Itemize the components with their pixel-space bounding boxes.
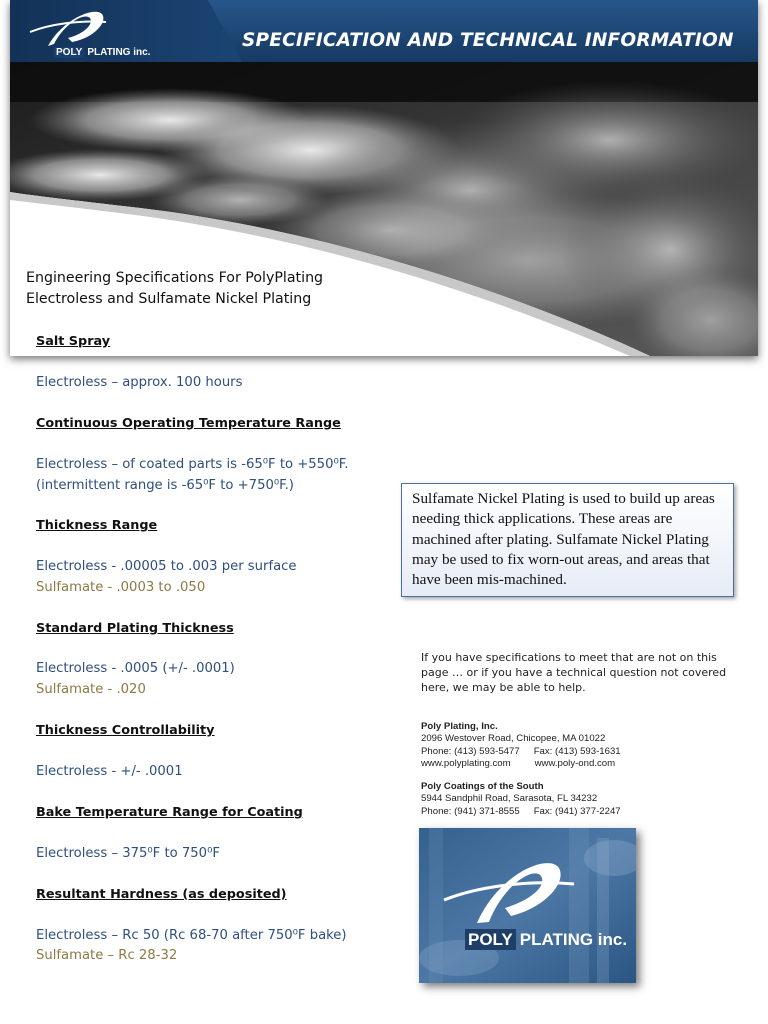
spec-value-standard-thickness-electroless: Electroless - .0005 (+/- .0001) xyxy=(36,661,235,676)
sulfamate-callout-box: Sulfamate Nickel Plating is used to build up areas needing thick applications. These areas are machined after plating. Sulfamate Nickel Plating may be used to fix worn-out areas, and areas that have been mis-machined. xyxy=(401,483,734,597)
heading-line-1: Engineering Specifications For PolyPlating xyxy=(26,270,324,286)
logo-word-plating: PLATING inc. xyxy=(519,930,628,949)
spec-value-resultant-hardness-electroless: Electroless – Rc 50 (Rc 68-70 after 750⁰F bake) xyxy=(36,928,347,943)
contact-website-link[interactable]: www.poly-ond.com xyxy=(534,757,616,769)
spec-title-bake-temperature: Bake Temperature Range for Coating xyxy=(36,805,303,820)
logo-box-wordmark xyxy=(465,930,627,950)
contact-name: Poly Coatings of the South xyxy=(421,781,544,792)
help-paragraph: If you have specifications to meet that are not on this page … or if you have a technical question not covered here, we may be able to help. xyxy=(421,651,727,694)
contact-address: 2096 Westover Road, Chicopee, MA 01022 xyxy=(421,733,606,745)
contact-block-poly-coatings-south xyxy=(421,781,721,818)
spec-title-salt-spray: Salt Spray xyxy=(36,334,111,349)
spec-value-resultant-hardness-sulfamate: Sulfamate – Rc 28-32 xyxy=(36,948,178,963)
spec-value-thickness-controllability-electroless: Electroless - +/- .0001 xyxy=(36,764,183,779)
spec-value-bake-temperature-electroless: Electroless – 375⁰F to 750⁰F xyxy=(36,846,220,861)
spec-title-thickness-controllability: Thickness Controllability xyxy=(36,723,215,738)
header-logo-wordmark xyxy=(54,47,150,58)
spec-value-salt-spray-electroless: Electroless – approx. 100 hours xyxy=(36,375,243,390)
contact-address: 5944 Sandphil Road, Sarasota, FL 34232 xyxy=(421,793,598,805)
contact-phone: Phone: (413) 593-5477 xyxy=(421,745,520,757)
polyplating-logo-box xyxy=(419,828,636,983)
contact-phone-fax xyxy=(421,806,721,818)
heading-line-2: Electroless and Sulfamate Nickel Plating xyxy=(26,291,312,307)
contact-phone-fax xyxy=(421,746,721,758)
document-heading xyxy=(26,268,406,310)
contact-block-poly-plating xyxy=(421,721,721,770)
contact-phone: Phone: (941) 371-8555 xyxy=(421,805,520,817)
spec-value-operating-temperature-electroless: Electroless – of coated parts is -65⁰F to +550⁰F. xyxy=(36,457,349,472)
spec-title-thickness-range: Thickness Range xyxy=(36,518,158,533)
contact-fax: Fax: (941) 377-2247 xyxy=(533,805,621,817)
spec-value-thickness-range-electroless: Electroless - .00005 to .003 per surface xyxy=(36,559,297,574)
logo-word-poly: POLY xyxy=(465,929,516,950)
contact-website-link[interactable]: www.polyplating.com xyxy=(421,757,511,769)
logo-word-plating: PLATING inc. xyxy=(87,47,151,58)
contact-name: Poly Plating, Inc. xyxy=(421,721,498,732)
spec-title-resultant-hardness: Resultant Hardness (as deposited) xyxy=(36,887,287,902)
spec-title-standard-thickness: Standard Plating Thickness xyxy=(36,621,234,636)
contact-websites xyxy=(421,758,721,770)
header-title: SPECIFICATION AND TECHNICAL INFORMATION xyxy=(242,30,734,51)
spec-value-thickness-range-sulfamate: Sulfamate - .0003 to .050 xyxy=(36,580,206,595)
spec-value-operating-temperature-intermittent: (intermittent range is -65⁰F to +750⁰F.) xyxy=(36,478,294,493)
spec-value-standard-thickness-sulfamate: Sulfamate - .020 xyxy=(36,682,146,697)
contact-fax: Fax: (413) 593-1631 xyxy=(533,745,621,757)
logo-word-poly: POLY xyxy=(56,47,83,58)
logo-box-graphic xyxy=(419,828,636,983)
spec-title-operating-temperature: Continuous Operating Temperature Range xyxy=(36,416,341,431)
